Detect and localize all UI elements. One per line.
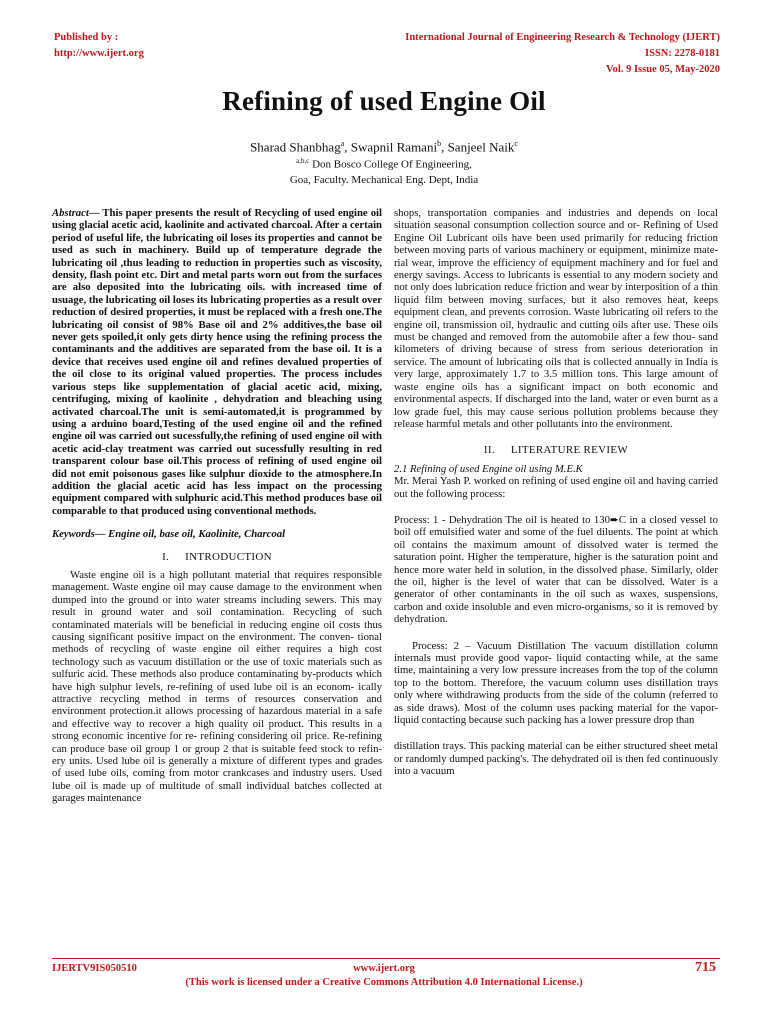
author-2-sup: b [437,139,442,148]
volume-issue: Vol. 9 Issue 05, May-2020 [606,64,720,75]
section-number: I. [162,550,170,563]
publisher-block [54,30,144,62]
affiliation-sup: a,b,c [296,157,310,166]
license-notice: (This work is licensed under a Creative Commons Attribution 4.0 International License.) [185,977,583,988]
published-by-label: Published by : [54,32,119,43]
page-number: 715 [695,960,716,975]
footer-site-link[interactable]: www.ijert.org [353,963,415,974]
subsection-heading-2-1: 2.1 Refining of used Engine oil using M.E.K [394,462,583,475]
affiliation-line-2: Goa, Faculty. Mechanical Eng. Dept, India [289,173,479,186]
section-heading-literature-review [394,444,718,456]
affiliation-text-1: Don Bosco College Of Engineering, [312,158,472,171]
author-3: Sanjeel Naik [447,139,515,155]
journal-info-block [405,30,720,78]
literature-paragraph: Mr. Merai Yash P. worked on refining of used engine oil and having carried out the following process: [394,475,718,500]
abstract-text: — This paper presents the result of Recycling of used engine oil using glacial acetic acid, kaolinite and activated charcoal. After a certain period of useful life, the lubricating oil loses its properties and cannot be used as such in machinery. Build up of temperature degrade the lubricating oil ,thus leading to reduction in properties such as viscosity, density, flash point etc. Dirt and metal parts worn out from the surfaces are also deposited into the lubricating oils. with increased time of usuage, the lubricating oil loses its lubricating properties as a result over reduction of desired properties, it must be replaced with a fresh one.The lubricating oil consist of 98% Base oil and 2% additives,the base oil never gets spoiled,it only gets dirty hence using the refining process the contaminants and the additives are separated from the base oil. It is a device that receives used engine oil and refines devalued properties of the oil close to its original valued properties. The process includes various steps like supplementation of glacial acetic acid, mixing, centrifuging, mixing of kaolinite , dehydration and bleaching using activated charcoal.The unit is semi-automated,it is programmed by using a arduino board,Testing of the used engine oil and the refined engine oil was carried out sucessfully,the refining of used engine oil with acetic acid-clay treatment was carried out sucessfully resulting in red transparent colour base oil.This process of refining of used engine oil did not emit poisonous gases like sulphur dioxide to the atmosphere.In addition the glacial acetic acid has less impact on the processing equipment compared with sulphuric acid.This method produces base oil comparable to that produced using conventional methods. [52,207,382,517]
affiliation-line-1 [0,154,768,173]
process-1-paragraph: Process: 1 - Dehydration The oil is heated to 130➨C in a closed vessel to boil off emulsified water and some of the fuel diluents. The point at which oil contains the maximum amount of dissolved water is termed the saturation point. Higher the temperature, higher is the saturation point and hence more water held in solution, in the dissolved phase. Similarly, older the oil, higher is the level of water that can be dissolved. Water is a generator of other contaminants in the oil such as waxes, suspensions, carbon and oxide insoluble and even micro-organisms, so it is removed by dehydration. [394,513,718,626]
section-title: INTRODUCTION [185,550,272,563]
issn: ISSN: 2278-0181 [645,48,720,59]
right-column [394,207,718,778]
journal-url-link[interactable]: http://www.ijert.org [54,48,144,59]
section-number: II. [483,444,495,457]
abstract-label: Abstract [52,207,89,219]
paper-title: Refining of used Engine Oil [222,86,546,116]
intro-paragraph-continued: shops, transportation companies and industries and depends on local situation seasonal consumption collection source and or- Refining of Used Engine Oil Lubricant oils have been used primarily for reducing friction between moving parts of various machinery or equipment, minimize mate- rial wear, improve the efficiency of equipment machinery and for fuel and energy savings. Access to lubricants is essential to any modern society and not only does lubrication reduce friction and wear by interposition of a thin liquid film between moving surfaces, but it also removes heat, keeps equipment clean, and prevents corrosion. Waste lubricating oil refers to the engine oil, transmission oil, hydraulic and cutting oils after use. These oils must be changed and removed from the automobile after a few thou- sand kilometers of driving because of stress from serious deterioration in service. The amount of lubricating oils that is collected annually in India is very large, approximately 1.7 to 3.5 million tons. This large amount of waste engine oils has a significant impact on both economic and environmental aspects. If discharged into the land, water or even burnt as a low grade fuel, this may cause serious pollution problems because they release harmful metals and other pollutants into the environment. [394,207,718,430]
author-3-sup: c [514,139,518,148]
process-2-continued: distillation trays. This packing material can be either structured sheet metal or randomly dumped packing's. The dehydrated oil is then fed continuously into a vacuum [394,740,718,778]
intro-paragraph: Waste engine oil is a high pollutant material that requires responsible management. Waste engine oil may cause damage to the environment when dumped into the ground or into water streams including sewers. This may result in ground water and soil contamination. Recycling of such contaminated materials will be beneficial in reducing engine oil costs thus causing significant positive impact on the environment. The conven- tional methods of recycling of waste engine oil either requires a high cost technology such as vacuum distillation or the use of toxic materials such as sulfuric acid. These methods also produce contaminating by-products which have high sulphur levels, re-refining of used lube oil is an econom- ically attractive recycling method in terms of resources conservation and environment protection.it allows processing of hazardous material in a safe and effective way to recover a high quality oil product. This results in a strong economic incentive for re- refining considering oil price. Re-refining can produce base oil group 1 or group 2 that is suitable feed stock to refin- ery units. Used lube oil is generally a mixture of different types and grades of used lube oils, coming from motor crankcases and industry users. Used lube oil is made up of multitude of small individual batches collected at garages maintenance [52,568,382,805]
section-heading-introduction [52,551,382,563]
author-names: Sharad Shanbhag$^a$, Swapnil Ramani$^b$, Sanjeel Naik$^c$ [250,139,518,155]
paper-id: IJERTV9IS050510 [52,963,137,974]
author-block [0,136,768,188]
section-title: LITERATURE REVIEW [510,444,629,457]
process-2-paragraph: Process: 2 – Vacuum Distillation The vacuum distillation column internals must provide good vapor- liquid contacting while, at the same time, maintaining a very low pressure increases from the top of the column top to the bottom. Therefore, the vacuum column uses distillation trays only where withdrawing products from the side of the column (referred to as side draws). Most of the column uses packing material for the vapor- liquid contacting because such packing has a lower pressure drop than [394,639,718,727]
footer-divider [52,958,720,959]
left-column [52,207,382,805]
author-2: Swapnil Ramani [350,139,438,155]
journal-name: International Journal of Engineering Research & Technology (IJERT) [405,32,720,43]
author-1: Sharad Shanbhag [250,139,341,155]
abstract [52,207,382,517]
author-1-sup: a [340,139,345,148]
keywords: Keywords— Engine oil, base oil, Kaolinite, Charcoal [52,528,286,541]
